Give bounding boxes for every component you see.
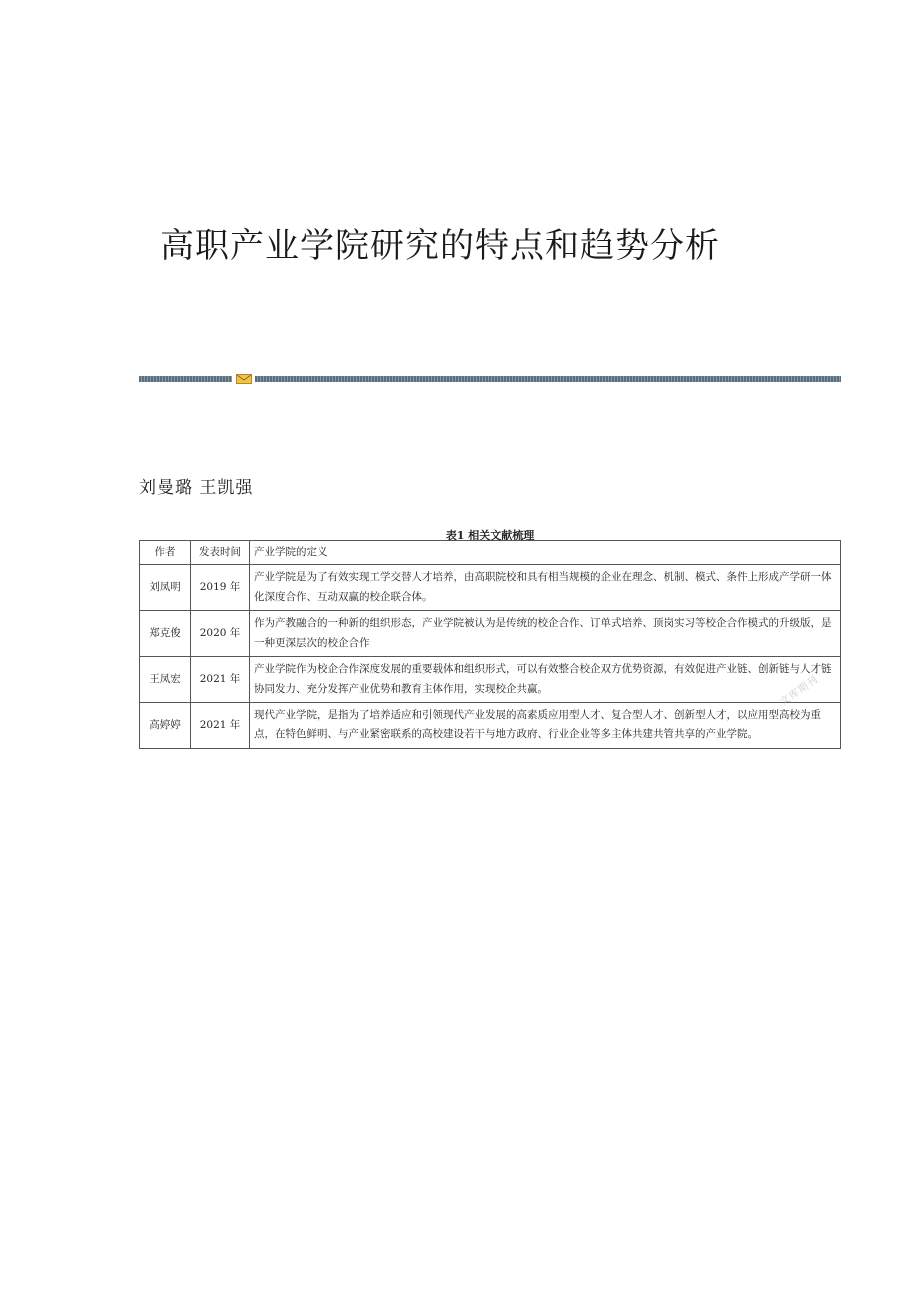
cell-year: 2021 年 [191,702,250,748]
envelope-icon [236,374,252,384]
header-definition: 产业学院的定义 [250,541,841,565]
title-divider [139,374,841,384]
cell-author: 刘凤明 [140,565,191,611]
divider-bar-right [255,376,841,382]
table-row [140,611,841,657]
table-row [140,565,841,611]
divider-bar-left [139,376,232,382]
cell-author: 郑克俊 [140,611,191,657]
header-author: 作者 [140,541,191,565]
cell-definition: 产业学院是为了有效实现工学交替人才培养，由高职院校和具有相当规模的企业在理念、机制、模式、条件上形成产学研一体化深度合作、互动双赢的校企联合体。 [250,565,841,611]
cell-definition: 现代产业学院，是指为了培养适应和引领现代产业发展的高素质应用型人才、复合型人才、创新型人才，以应用型高校为重点，在特色鲜明、与产业紧密联系的高校建设若干与地方政府、行业企业等多主体共建共管共享的产业学院。 [250,702,841,748]
cell-author: 高婷婷 [140,702,191,748]
cell-year: 2019 年 [191,565,250,611]
cell-year: 2021 年 [191,657,250,703]
author-line: 刘曼璐 王凯强 [139,478,254,498]
cell-year: 2020 年 [191,611,250,657]
watermark-text: 文库期刊 [778,674,821,709]
header-year: 发表时间 [191,541,250,565]
cell-definition: 作为产教融合的一种新的组织形态，产业学院被认为是传统的校企合作、订单式培养、顶岗实习等校企合作模式的升级版，是一种更深层次的校企合作 [250,611,841,657]
table-row [140,702,841,748]
cell-author: 王凤宏 [140,657,191,703]
document-title: 高职产业学院研究的特点和趋势分析 [160,226,720,266]
table-row [140,657,841,703]
table-caption: 表1 相关文献梳理 [445,529,535,542]
literature-table [139,540,841,749]
table-header-row [140,541,841,565]
cell-definition: 产业学院作为校企合作深度发展的重要载体和组织形式，可以有效整合校企双方优势资源，有效促进产业链、创新链与人才链协同发力、充分发挥产业优势和教育主体作用，实现校企共赢。 [250,657,841,703]
